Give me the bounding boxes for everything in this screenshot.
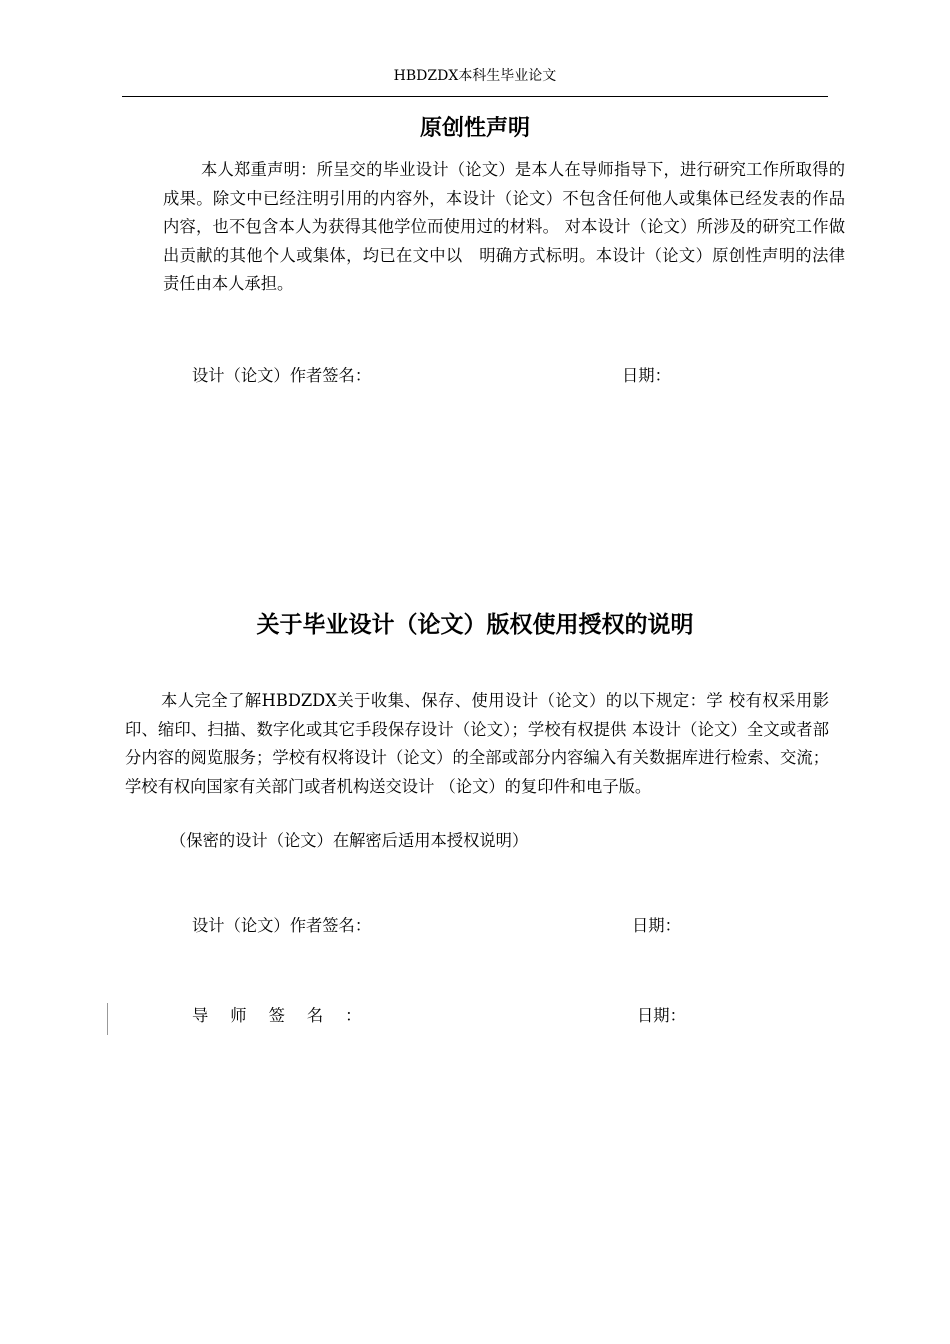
confidential-note: （保密的设计（论文）在解密后适用本授权说明） (170, 831, 529, 850)
header-rule (122, 96, 828, 97)
author-date-label: 日期： (622, 366, 671, 385)
margin-bar (107, 1003, 108, 1035)
originality-statement: 本人郑重声明：所呈交的毕业设计（论文）是本人在导师指导下，进行研究工作所取得的成果。除文中已经注明引用的内容外，本设计（论文）不包含任何他人或集体已经发表的作品内容，也不包含本人为获得其他学位而使用过的材料。 对本设计（论文）所涉及的研究工作做出贡献的其他个人或集体，均已在文中以 明确方式标明。本设计（论文）原创性声明的法律责任由本人承担。 (163, 160, 845, 294)
copyright-title: 关于毕业设计（论文）版权使用授权的说明 (256, 612, 694, 638)
originality-title: 原创性声明 (419, 116, 530, 141)
author-signature-label: 设计（论文）作者签名： (192, 366, 372, 385)
running-header: HBDZDX本科生毕业论文 (393, 68, 557, 84)
author-signature-label-2: 设计（论文）作者签名： (192, 916, 372, 935)
copyright-statement: 本人完全了解HBDZDX关于收集、保存、使用设计（论文）的以下规定：学 校有权采用影印、缩印、扫描、数字化或其它手段保存设计（论文）；学校有权提供 本设计（论文）全文或者部分内容的阅览服务；学校有权将设计（论文）的全部或部分内容编入有关数据库进行检索、交流；学校有权向国家有关部门或者机构送交设计 （论文）的复印件和电子版。 (125, 691, 829, 796)
author-date-label-2: 日期： (632, 916, 681, 935)
advisor-date-label: 日期： (637, 1006, 686, 1025)
advisor-signature-label: 导师签名： (192, 1006, 384, 1025)
